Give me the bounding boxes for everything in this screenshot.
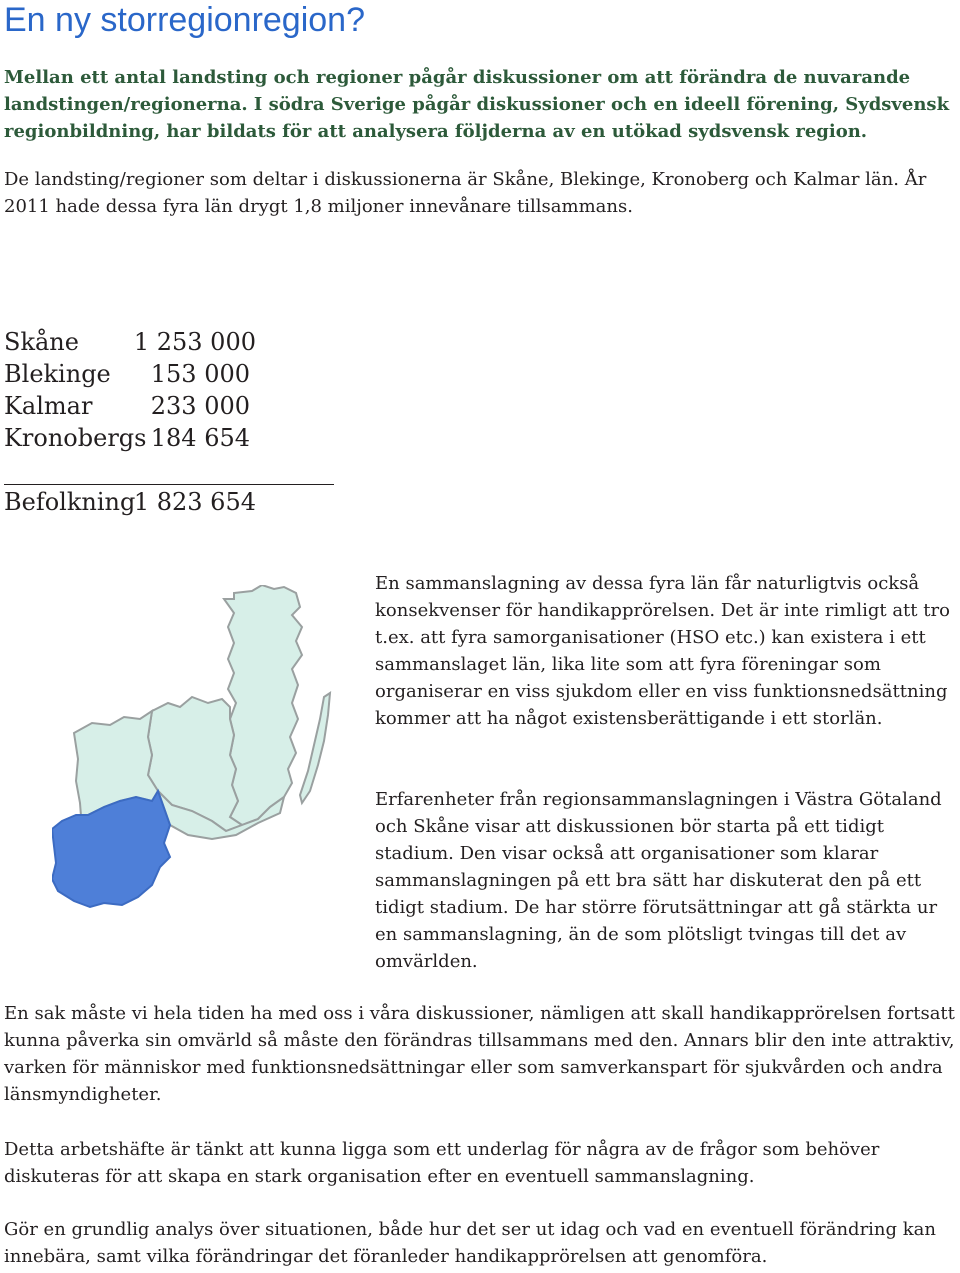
intro-paragraph: Mellan ett antal landsting och regioner pågår diskussioner om att förändra de nuvarande landstingen/regionerna. I södra Sverige pågår diskussioner och en ideell förening, Sydsvensk regionbildning, har bildats för att analysera följderna av en utökad sydsvensk region.: [4, 67, 950, 142]
region-skane: [52, 791, 170, 907]
county-name: Skåne: [4, 328, 79, 356]
page-title: En ny storregionregion?: [4, 1, 366, 39]
total-label: Befolkning: [4, 488, 136, 516]
population-row: [4, 422, 256, 454]
body-paragraph: Gör en grundlig analys över situationen, både hur det ser ut idag och vad en eventuell förändring kan innebära, samt vilka förändringar det föranleder handikapprörelsen att genomföra.: [4, 1219, 937, 1267]
region-map: [52, 585, 342, 910]
body-paragraph: Detta arbetshäfte är tänkt att kunna ligga som ett underlag för några av de frågor som behöver diskuteras för att skapa en stark organisation efter en eventuell sammanslagning.: [4, 1139, 880, 1187]
county-name: Kronobergs: [4, 424, 147, 452]
population-table: [4, 326, 256, 454]
total-value: 1 823 654: [133, 488, 256, 516]
region-kalmar: [224, 585, 302, 825]
county-population: 233 000: [150, 392, 250, 420]
population-row: [4, 390, 256, 422]
side-paragraph: Erfarenheter från regionsammanslagningen i Västra Götaland och Skåne visar att diskussionen bör starta på ett tidigt stadium. Den visar också att organisationer som klarar sammanslagningen på ett bra sätt har diskuterat den på ett tidigt stadium. De har större förutsättningar att gå stärkta ur en sammanslagning, än de som plötsligt tvingas till det av omvärlden.: [375, 789, 942, 972]
county-name: Kalmar: [4, 392, 93, 420]
side-paragraph: En sammanslagning av dessa fyra län får naturligtvis också konsekvenser för handikapprörelsen. Det är inte rimligt att tro t.ex. att fyra samorganisationer (HSO etc.) kan existera i ett sammanslaget län, lika lite som att fyra föreningar som organiserar en viss sjukdom eller en viss funktionsnedsättning kommer att ha något existensberättigande i ett storlän.: [375, 573, 950, 729]
population-row: [4, 358, 256, 390]
table-divider: [4, 484, 334, 485]
lead-paragraph: De landsting/regioner som deltar i diskussionerna är Skåne, Blekinge, Kronoberg och Kalmar län. År 2011 hade dessa fyra län drygt 1,8 miljoner innevånare tillsammans.: [4, 169, 927, 217]
county-name: Blekinge: [4, 360, 111, 388]
population-total-row: [4, 486, 256, 518]
county-population: 184 654: [150, 424, 250, 452]
population-row: [4, 326, 256, 358]
county-population: 1 253 000: [133, 328, 256, 356]
county-population: 153 000: [150, 360, 250, 388]
region-oland: [300, 693, 330, 803]
body-paragraph: En sak måste vi hela tiden ha med oss i våra diskussioner, nämligen att skall handikapprörelsen fortsatt kunna påverka sin omvärld så måste den förändras tillsammans med den. Annars blir den inte attraktiv, varken för människor med funktionsnedsättningar eller som samverkanspart för sjukvården och andra länsmyndigheter.: [4, 1003, 955, 1105]
